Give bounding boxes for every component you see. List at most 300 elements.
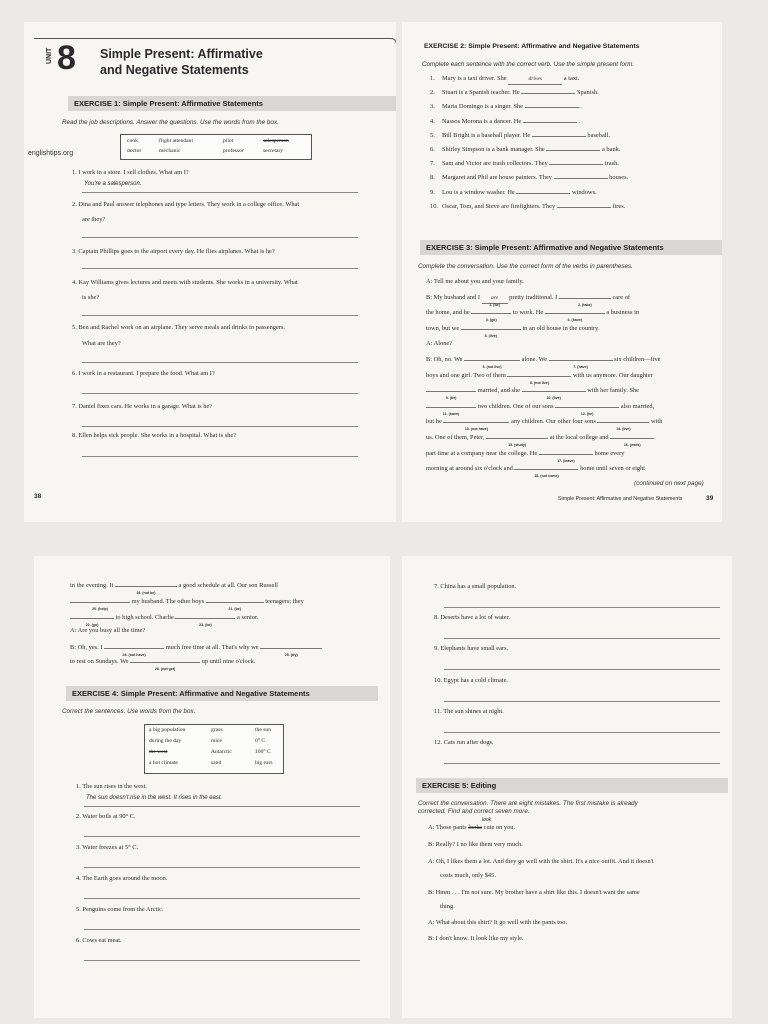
p3-line	[70, 597, 380, 611]
ex3-blank-wrap	[426, 402, 476, 416]
ex4-item-number: 12.	[434, 739, 444, 746]
ex3-cue: 3. (go)	[485, 318, 497, 323]
ex2-item-number: 4.	[430, 117, 435, 125]
ex4-item-text: Cats run after dogs.	[443, 739, 494, 746]
ex1-item-8: 8. Ellen helps sick people. She works in a hospital. What is she?	[72, 432, 237, 439]
ex3-line	[426, 293, 720, 307]
ex3-blank[interactable]	[443, 422, 509, 423]
word-big-ears: big ears	[255, 760, 273, 766]
ex4-item-number: 3.	[76, 844, 83, 851]
ex3-text: A: Tell me about you and your family.	[426, 278, 524, 285]
ex2-item	[430, 159, 720, 168]
ex5-text: B: I don't know. It look like my style.	[428, 935, 524, 942]
ex4-word-box	[144, 724, 284, 774]
ex3-cue: 8. (not live)	[529, 380, 549, 385]
p3-text: a senior.	[235, 614, 259, 621]
page-38	[24, 22, 396, 522]
ex2-item-number: 5.	[430, 131, 435, 139]
page-number-38: 38	[34, 493, 42, 500]
ex3-blank[interactable]	[559, 298, 611, 299]
word-sand: sand	[211, 760, 222, 766]
ex3-blank[interactable]	[461, 329, 521, 330]
ex4-item-text: Penguins come from the Arctic.	[82, 906, 164, 913]
ex2-item-number: 3.	[430, 103, 435, 111]
ex1-item-5-cont: What are they?	[82, 340, 121, 347]
ex4-answer-line[interactable]	[444, 659, 720, 670]
page-40	[34, 556, 390, 1018]
ex2-item-end: baseball.	[585, 131, 610, 139]
word-mice: mice	[211, 738, 222, 744]
word-mechanic: mechanic	[159, 148, 181, 154]
ex4-item	[434, 707, 724, 716]
ex3-text: home until seven or eight	[578, 465, 646, 473]
ex3-blank[interactable]: are	[482, 294, 508, 304]
ex3-line	[426, 371, 720, 385]
ex3-blank[interactable]	[549, 360, 613, 361]
ex4-title: EXERCISE 4: Simple Present: Affirmative and Negative Statements	[66, 686, 378, 701]
p3-blank[interactable]	[104, 648, 164, 649]
ex1-answer-1: You're a salesperson.	[84, 181, 142, 187]
ex1-item-2-cont: are they?	[82, 216, 106, 223]
p3-text: to rest on Sundays. We	[70, 658, 131, 665]
ex1-item-3: 3. Captain Phillips goes to the airport every day. He flies airplanes. What is he?	[72, 248, 275, 255]
ex3-text: the home, and he	[426, 309, 472, 317]
word-grass: grass	[211, 727, 223, 733]
ex3-text: but he	[426, 418, 444, 426]
ex3-blank-wrap	[486, 433, 548, 447]
ex3-instructions: Complete the conversation. Use the correct form of the verbs in parentheses.	[418, 263, 633, 270]
ex5-line	[428, 888, 718, 897]
ex4-answer-line[interactable]	[84, 826, 360, 837]
ex2-item-text: Lou is a window washer. He	[442, 188, 517, 196]
ex4-answer-line[interactable]	[444, 597, 720, 608]
ex3-cue: 16. (work)	[623, 443, 641, 447]
ex4-item-number: 11.	[434, 708, 444, 715]
ex2-item-text: Margaret and Phil are house painters. They	[442, 174, 554, 182]
ex2-item-number: 6.	[430, 146, 435, 153]
ex3-blank-wrap	[610, 433, 654, 447]
ex3-blank[interactable]	[486, 438, 548, 439]
p3-line	[70, 643, 380, 657]
ex2-item-end: Spanish.	[575, 89, 599, 97]
ex1-item-5: 5. Ben and Rachel work on an airplane. They serve meals and drinks to passengers.	[72, 324, 286, 331]
ex3-line	[426, 402, 720, 416]
ex5-correction: look	[482, 817, 492, 823]
p3-blank[interactable]	[115, 586, 177, 587]
unit-title-line2: and Negative Statements	[100, 63, 249, 77]
p3-blank[interactable]	[206, 602, 264, 603]
ex3-line	[426, 433, 720, 447]
p3-blank-wrap	[206, 597, 264, 611]
ex5-text: B: Hmm . . . I'm not sure. My brother have a shirt like this. I doesn't want the same	[428, 889, 640, 896]
ex2-item-text: Maria Domingo is a singer. She	[442, 103, 525, 111]
ex4-answer-line[interactable]	[444, 691, 720, 702]
ex3-line	[426, 417, 720, 432]
p3-cue: 21. (be)	[228, 607, 241, 611]
ex2-item-text: Shirley Simpson is a bank manager. She	[442, 146, 547, 153]
ex3-text: any children. Our other four sons	[509, 418, 598, 426]
word-professor: professor	[223, 148, 244, 154]
ex3-cue: 12. (be)	[580, 411, 594, 416]
ex2-blank[interactable]	[516, 193, 570, 194]
p3-cue: 23. (be)	[199, 623, 212, 627]
ex3-line	[426, 464, 720, 479]
ex4-item	[434, 613, 724, 622]
ex3-cue: 4. (have)	[567, 318, 583, 323]
p3-blank[interactable]	[70, 602, 130, 603]
p3-text: in the evening. It	[70, 582, 115, 589]
word-cook: cook	[127, 138, 138, 144]
ex4-answer-line[interactable]	[84, 857, 360, 868]
ex2-item-end: .	[578, 103, 582, 111]
ex5-line	[428, 823, 718, 832]
p3-cue: 20. (help)	[92, 607, 108, 611]
ex2-item-number: 7.	[430, 160, 435, 168]
ex3-line	[426, 277, 720, 286]
word-hot-climate: a hot climate	[149, 760, 178, 766]
ex3-line	[426, 386, 720, 401]
p3-cue: 19. (not be)	[136, 591, 156, 595]
ex3-cue: 2. (take)	[578, 302, 592, 307]
ex4-item	[76, 812, 366, 821]
page-footer-39: Simple Present: Affirmative and Negative Statements	[558, 496, 683, 502]
ex4-instructions: Correct the sentences. Use words from the box.	[62, 708, 196, 715]
ex2-title: EXERCISE 2: Simple Present: Affirmative and Negative Statements	[424, 43, 640, 50]
ex3-text: B: My husband and I	[426, 293, 482, 301]
ex4-item-text: China has a small population.	[440, 583, 517, 590]
p3-text: up until nine o'clock.	[200, 658, 256, 665]
ex3-blank[interactable]	[426, 407, 476, 408]
ex2-instructions: Complete each sentence with the correct verb. Use the simple present form.	[422, 61, 635, 68]
ex3-blank[interactable]	[471, 313, 511, 314]
ex4-answer-line[interactable]	[84, 919, 360, 930]
ex3-blank-wrap	[545, 308, 605, 323]
ex3-cue: 1. (be)	[489, 302, 500, 307]
ex3-text: B: Oh, no. We	[426, 356, 465, 363]
p3-cue: 25. (try)	[284, 653, 298, 657]
ex3-blank[interactable]	[555, 407, 619, 408]
ex5-text: thing.	[440, 903, 455, 910]
ex2-item-text: Bill Bright is a baseball player. He	[442, 131, 532, 139]
ex4-item	[434, 582, 724, 591]
p3-text: my husband. The other boys	[130, 598, 206, 605]
unit-title-line1: Simple Present: Affirmative	[100, 47, 263, 61]
ex3-text: alone. We	[520, 356, 549, 363]
page-39	[402, 22, 722, 522]
p3-blank-wrap	[70, 597, 130, 611]
ex3-line	[426, 324, 720, 338]
p3-text: teenagers; they	[263, 598, 304, 605]
word-pilot: pilot	[223, 138, 234, 144]
p3-blank-wrap	[70, 613, 114, 627]
ex4-item-text: Deserts have a lot of water.	[440, 614, 510, 621]
ex5-struck-word: looks	[468, 824, 483, 831]
ex3-text: A: Alone?	[426, 340, 453, 348]
ex3-text: part time at a company near the college. He	[426, 449, 539, 457]
ex3-blank[interactable]	[464, 360, 520, 361]
ex5-instructions-1: Correct the conversation. There are eight mistakes. The first mistake is already	[418, 800, 638, 807]
ex4-item-number: 7.	[434, 583, 441, 590]
ex3-blank[interactable]	[522, 391, 586, 392]
ex3-text: at the local college and	[548, 434, 611, 441]
ex2-item	[430, 188, 720, 197]
p3-blank-wrap	[175, 613, 235, 627]
ex5-text: cute on you.	[482, 824, 516, 831]
p3-blank-wrap	[104, 643, 164, 657]
ex4-item	[76, 874, 366, 883]
ex3-text: in an old house in the country.	[520, 324, 600, 332]
ex5-instructions-2: corrected. Find and correct seven more.	[418, 808, 530, 815]
ex4-item-text: Elephants have small ears.	[440, 645, 509, 652]
ex4-answer-line[interactable]	[444, 722, 720, 733]
ex5-text: B: Really? I no like them very much.	[428, 841, 523, 848]
ex3-text: morning at around six o'clock and	[426, 465, 515, 473]
ex3-blank-wrap	[549, 355, 613, 369]
ex2-item-number: 2.	[430, 89, 435, 97]
ex3-text: with us anymore. Our daughter	[571, 371, 653, 379]
ex4-item-text: The sun rises in the west.	[82, 783, 147, 790]
p3-text: to high school. Charlie	[114, 614, 176, 621]
ex4-item-text: Cows eat meat.	[82, 937, 122, 944]
ex4-item-number: 6.	[76, 937, 83, 944]
p3-text: much free time at all. That's why we	[164, 644, 261, 651]
ex2-item-text: Mary is a taxi driver. She	[442, 75, 509, 82]
ex5-text: A: Those pants	[428, 824, 469, 831]
p3-cue: 22. (go)	[85, 623, 99, 627]
ex3-text: pretty traditional. I	[507, 293, 559, 301]
word-secretary: secretary	[263, 148, 284, 154]
ex3-blank-wrap	[464, 355, 520, 369]
ex1-item-2: 2. Dina and Paul answer telephones and type letters. They work in a college office. What	[72, 201, 300, 208]
ex3-text: married, and she	[476, 387, 522, 395]
ex3-cue: 7. (have)	[573, 365, 588, 369]
ex2-item-end: houses.	[607, 174, 629, 182]
ex3-cue: 6. (not live)	[482, 365, 502, 369]
p3-cue: 26. (not get)	[154, 667, 176, 671]
ex4-answer-line[interactable]	[84, 888, 360, 899]
ex3-text: care of	[610, 293, 631, 301]
p3-line	[70, 613, 380, 627]
answer-line-7[interactable]	[82, 416, 358, 427]
ex2-item-end: .	[576, 117, 580, 125]
p3-blank[interactable]	[260, 648, 322, 649]
ex4-item-text: Water boils at 90° C.	[82, 813, 136, 820]
ex4-item-number: 1.	[76, 783, 83, 790]
ex3-text: us. One of them, Peter,	[426, 434, 487, 441]
word-hundred-c: 100° C	[255, 749, 271, 755]
ex3-blank[interactable]	[426, 391, 476, 392]
ex4-item	[434, 738, 724, 747]
ex3-line	[426, 449, 720, 463]
ex5-title: EXERCISE 5: Editing	[416, 778, 728, 793]
ex5-line	[440, 871, 730, 880]
word-big-population: a big population	[149, 727, 186, 733]
ex3-text: boys and one girl. Two of them	[426, 371, 508, 379]
ex3-text: to work. He	[511, 309, 545, 317]
ex2-blank[interactable]	[525, 107, 579, 108]
ex3-cue: 9. (be)	[445, 396, 457, 401]
ex4-item-number: 9.	[434, 645, 441, 652]
p3-blank[interactable]	[70, 618, 114, 619]
ex3-blank[interactable]	[514, 469, 578, 470]
ex1-item-6: 6. I work in a restaurant. I prepare the food. What am I?	[72, 370, 215, 377]
ex3-line	[426, 355, 720, 369]
unit-label: UNIT	[46, 47, 53, 64]
p3-blank[interactable]	[175, 618, 235, 619]
ex2-item-end: a bank.	[600, 146, 621, 153]
ex2-item-number: 1.	[430, 75, 435, 82]
ex2-item-text: Nassos Morona is a dancer. He	[442, 117, 523, 125]
ex3-text: two children. One of our sons	[476, 402, 556, 410]
ex2-item	[430, 88, 720, 97]
ex3-cue: 15. (study)	[508, 443, 527, 447]
ex2-item	[430, 145, 720, 154]
ex2-blank[interactable]	[523, 122, 577, 123]
ex2-item	[430, 173, 720, 182]
p3-line	[70, 657, 380, 671]
ex4-item	[434, 644, 724, 653]
ex3-line	[426, 308, 720, 323]
ex3-blank[interactable]	[610, 438, 654, 439]
p3-text: B: Oh, yes. I	[70, 644, 105, 651]
word-antarctic: Antarctic	[211, 749, 232, 755]
answer-line-6[interactable]	[82, 383, 358, 394]
ex3-blank[interactable]	[545, 313, 605, 314]
ex4-item-number: 5.	[76, 906, 83, 913]
ex1-word-box	[120, 134, 312, 160]
ex2-item-text: Stuart is a Spanish teacher. He	[442, 89, 522, 97]
ex4-item-number: 2.	[76, 813, 83, 820]
ex1-item-4: 4. Kay Williams gives lectures and meets with students. She works in a university. What	[72, 279, 298, 286]
watermark-text: englishtips.org	[28, 150, 74, 157]
ex4-item-number: 8.	[434, 614, 441, 621]
ex2-blank[interactable]	[554, 178, 608, 179]
ex3-blank[interactable]	[539, 454, 593, 455]
p3-blank-wrap	[260, 643, 322, 657]
ex2-blank[interactable]: drives	[508, 75, 562, 85]
ex2-item-number: 9.	[430, 188, 435, 196]
ex4-answer-line[interactable]	[84, 796, 360, 807]
ex3-cue: 14. (live)	[616, 427, 631, 432]
ex1-item-4-cont: is she?	[82, 294, 100, 301]
ex3-line	[426, 339, 720, 348]
answer-line-5[interactable]	[82, 352, 358, 363]
word-the-sun: the sun	[255, 727, 272, 733]
ex3-cue: 13. (not have)	[464, 427, 488, 432]
answer-line-3[interactable]	[82, 258, 358, 269]
word-during-the-day: during the day	[149, 738, 182, 744]
ex2-blank[interactable]	[532, 136, 586, 137]
word-salesperson: salesperson	[263, 138, 289, 144]
ex4-item-number: 10.	[434, 677, 444, 684]
ex4-answer-line[interactable]	[444, 628, 720, 639]
ex3-blank-wrap	[443, 417, 509, 432]
p3-blank[interactable]	[130, 662, 200, 663]
ex4-item	[76, 905, 366, 914]
ex3-cue: 10. (live)	[546, 396, 561, 401]
ex1-item-7: 7. Daniel fixes cars. He works in a garage. What is he?	[72, 403, 213, 410]
ex4-answer-line[interactable]	[444, 753, 720, 764]
page-41	[402, 556, 732, 1018]
ex4-item-number: 4.	[76, 875, 83, 882]
ex2-item-end: windows.	[570, 188, 597, 196]
ex2-item-end: a taxi.	[562, 75, 580, 82]
ex3-blank-wrap	[507, 371, 571, 385]
ex2-item	[430, 131, 720, 140]
ex2-item-number: 10.	[430, 202, 438, 210]
page-number-39: 39	[706, 495, 714, 502]
ex3-blank[interactable]	[507, 376, 571, 377]
continued-note: (continued on next page)	[634, 480, 704, 487]
ex3-blank-wrap	[426, 386, 476, 401]
ex2-blank[interactable]	[557, 207, 611, 208]
ex3-cue: 17. (leave)	[557, 458, 575, 463]
ex2-item	[430, 102, 720, 111]
p3-line	[70, 626, 380, 635]
answer-line-4[interactable]	[82, 305, 358, 316]
ex4-item	[76, 782, 366, 791]
ex3-cue: 11. (have)	[442, 411, 460, 416]
ex1-instructions: Read the job descriptions. Answer the questions. Use the words from the box.	[62, 119, 279, 126]
ex3-blank-wrap	[559, 293, 611, 307]
word-the-west: the west	[149, 749, 168, 755]
ex3-blank-wrap	[539, 449, 593, 463]
ex3-blank-wrap	[514, 464, 578, 479]
ex3-blank-wrap	[555, 402, 619, 416]
answer-line-1[interactable]	[82, 182, 358, 193]
p3-cue: 24. (not have)	[122, 653, 146, 657]
ex3-blank[interactable]	[597, 422, 649, 423]
ex1-item-1: 1. I work in a store. I sell clothes. What am I?	[72, 169, 189, 176]
ex5-line	[428, 934, 718, 943]
answer-line-2[interactable]	[82, 227, 358, 238]
ex2-blank[interactable]	[521, 93, 575, 94]
ex3-cue: 5. (live)	[484, 333, 497, 338]
ex2-blank[interactable]	[546, 150, 600, 151]
ex3-blank-wrap	[597, 417, 649, 432]
ex3-text: home every	[592, 449, 625, 457]
unit-number: 8	[57, 39, 76, 77]
ex4-answer-line[interactable]	[84, 950, 360, 961]
ex2-item-number: 8.	[430, 174, 435, 182]
ex3-blank-wrap	[482, 293, 508, 307]
ex3-blank-wrap	[471, 308, 511, 323]
answer-line-8[interactable]	[82, 446, 358, 457]
ex3-text: with	[649, 418, 663, 426]
ex3-text: town, but we	[426, 324, 461, 332]
ex4-item-text: Water freezes at 5° C.	[82, 844, 139, 851]
ex2-item-text: Oscar, Tom, and Steve are firefighters. They	[442, 202, 557, 210]
ex4-item-text: Egypt has a cold climate.	[443, 677, 509, 684]
ex4-item	[76, 936, 366, 945]
word-zero-c: 0° C	[255, 738, 266, 744]
ex5-text: costs much, only $45.	[440, 872, 496, 879]
ex1-title: EXERCISE 1: Simple Present: Affirmative Statements	[68, 96, 396, 111]
p3-blank-wrap	[115, 581, 177, 595]
ex4-item-text: The Earth goes around the moon.	[82, 875, 168, 882]
ex3-text: a business in	[604, 309, 640, 317]
p3-text: a good schedule at all. Our son Russell	[176, 582, 278, 589]
word-flight-attendant: flight attendant	[159, 138, 194, 144]
ex5-line	[428, 918, 718, 927]
ex2-item-end: fires.	[610, 202, 626, 210]
word-doctor: doctor	[127, 148, 142, 154]
p3-blank-wrap	[130, 657, 200, 671]
ex2-item	[430, 202, 720, 211]
ex2-blank[interactable]	[549, 164, 603, 165]
ex5-line	[428, 840, 718, 849]
ex4-sample-answer: The sun doesn't rise in the west. It rises in the east.	[86, 795, 223, 801]
